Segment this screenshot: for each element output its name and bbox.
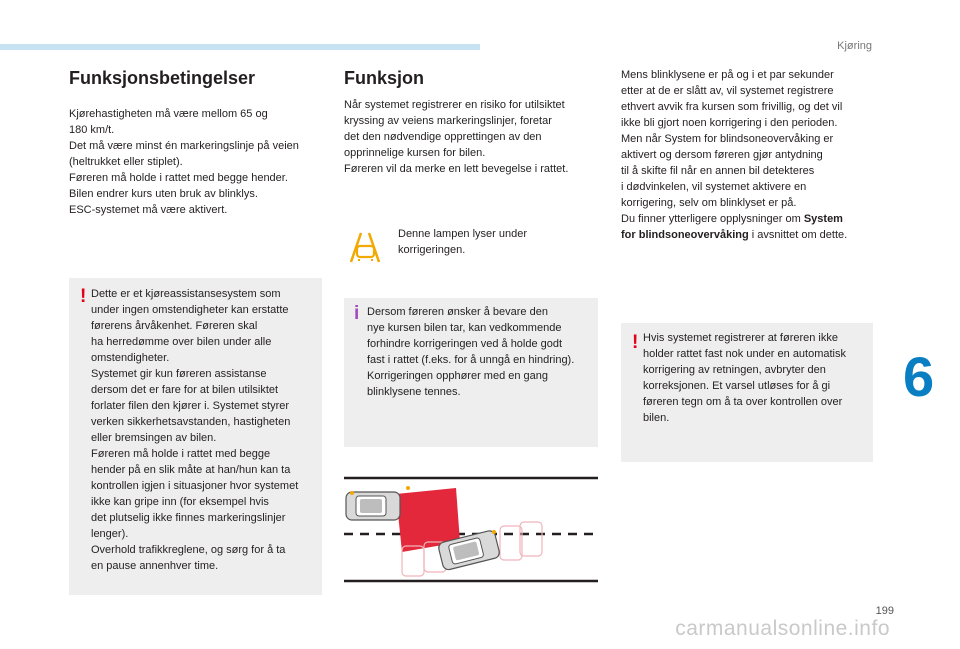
info-text — [367, 304, 574, 400]
function-text — [344, 97, 568, 177]
info-icon: i — [354, 303, 360, 324]
text-line: holder rattet fast nok under en automatisk — [643, 348, 847, 360]
warning-text-2 — [643, 330, 846, 426]
text-line: Dersom føreren ønsker å bevare den — [367, 306, 548, 318]
text-line: eller bremsingen av bilen. — [91, 432, 217, 444]
text-line: opprinnelige kursen for bilen. — [344, 147, 486, 159]
text-line: det plutselig ikke finnes markeringslinjer — [91, 512, 286, 524]
text-line: nye kursen bilen tar, kan vedkommende — [367, 322, 562, 334]
text-line: korreksjonen. Et varsel utløses for å gi — [643, 380, 831, 392]
text-line: Mens blinklysene er på og i et par sekunder — [621, 69, 834, 81]
blinker-text — [621, 67, 847, 243]
text-line: bilen. — [643, 412, 670, 424]
text-line: ikke bli gjort noen korrigering i den perioden. — [621, 117, 838, 129]
text-line: Føreren må holde i rattet med begge — [91, 448, 271, 460]
header-bar — [0, 44, 480, 50]
text-line: (heltrukket eller stiplet). — [69, 156, 183, 168]
text-line: ikke kan gripe inn (for eksempel hvis — [91, 496, 269, 508]
text-line: hender på en slik måte at han/hun kan ta — [91, 464, 291, 476]
text-line: Korrigeringen opphører med en gang — [367, 370, 549, 382]
text-line: det den nødvendige opprettingen av den — [344, 131, 542, 143]
text-line: etter at de er slått av, vil systemet registrere — [621, 85, 834, 97]
text-line: en pause annenhver time. — [91, 560, 219, 572]
text-line: forhindre korrigeringen ved å holde godt — [367, 338, 563, 350]
text-line: Hvis systemet registrerer at føreren ikke — [643, 332, 838, 344]
section-title-conditions: Funksjonsbetingelser — [69, 68, 256, 88]
text-line: Bilen endrer kurs uten bruk av blinklys. — [69, 188, 258, 200]
warning-box-2 — [621, 323, 873, 462]
text-line: dersom det er fare for at bilen utilsiktet — [91, 384, 279, 396]
text-line: kryssing av veiens markeringslinjer, foretar — [344, 115, 552, 127]
text-line: Føreren må holde i rattet med begge hender. — [69, 172, 288, 184]
text-line: fast i rattet (f.eks. for å unngå en hindring). — [367, 354, 575, 366]
info-box — [344, 298, 598, 447]
text-line: Men når System for blindsoneovervåking er — [621, 133, 834, 145]
text-line: Overhold trafikkreglene, og sørg for å ta — [91, 544, 286, 556]
text-line: verken sikkerhetsavstanden, hastigheten — [91, 416, 291, 428]
text-line: kontrollen igjen i situasjoner hvor systemet — [91, 480, 299, 492]
text-line: ha herredømme over bilen under alle — [91, 336, 272, 348]
text-line: under ingen omstendigheter kan erstatte — [91, 304, 289, 316]
bold-term: for blindsoneovervåking — [621, 229, 749, 241]
warning-icon: ! — [632, 332, 639, 353]
text-line: omstendigheter. — [91, 352, 170, 364]
text-line: Systemet gir kun føreren assistanse — [91, 368, 267, 380]
watermark: carmanualsonline.info — [675, 617, 890, 640]
text-line: til å skifte fil når en annen bil detekteres — [621, 165, 815, 177]
warning-box-1 — [69, 278, 322, 595]
text-line: førerens årvåkenhet. Føreren skal — [91, 320, 258, 332]
text-line: Kjørehastigheten må være mellom 65 og — [69, 108, 268, 120]
text-line: Denne lampen lyser under — [398, 228, 528, 240]
conditions-text — [69, 106, 299, 218]
page-number: 199 — [875, 605, 894, 617]
text-line: blinklysene tennes. — [367, 386, 461, 398]
chapter-number: 6 — [903, 345, 935, 408]
text-line: Det må være minst én markeringslinje på veien — [69, 140, 299, 152]
section-title-function: Funksjon — [344, 68, 424, 88]
lamp-description — [398, 226, 527, 258]
lane-correction-illustration — [344, 472, 598, 585]
bold-term: System — [803, 213, 843, 225]
warning-icon: ! — [80, 286, 87, 307]
text-line: Når systemet registrerer en risiko for utilsiktet — [344, 99, 565, 111]
text-line: ethvert avvik fra kursen som frivillig, og det vil — [621, 101, 843, 113]
text-line: 180 km/t. — [69, 124, 115, 136]
text-line: lenger). — [91, 528, 129, 540]
text-line: forlater filen den kjører i. Systemet styrer — [91, 400, 290, 412]
text-line: aktivert og dersom føreren gjør antydning — [621, 149, 823, 161]
chapter-title: Kjøring — [837, 40, 872, 52]
text-line: korrigeringen. — [398, 244, 466, 256]
text-line — [621, 227, 847, 243]
warning-text-1 — [91, 286, 298, 574]
text-line: Dette er et kjøreassistansesystem som — [91, 288, 281, 300]
lane-keeping-lamp-icon — [345, 229, 385, 265]
text-line: Du finner ytterligere opplysninger om System — [621, 213, 843, 225]
text-line: Føreren vil da merke en lett bevegelse i rattet. — [344, 163, 569, 175]
text-line: korrigering, selv om blinklyset er på. — [621, 197, 797, 209]
text-line: korrigering av retningen, avbryter den — [643, 364, 826, 376]
text-line: ESC-systemet må være aktivert. — [69, 204, 228, 216]
text-line: i dødvinkelen, vil systemet aktivere en — [621, 181, 807, 193]
text-tail: i avsnittet om dette. — [748, 229, 848, 241]
chapter-tab — [893, 347, 960, 413]
text-line: føreren tegn om å ta over kontrollen over — [643, 396, 843, 408]
